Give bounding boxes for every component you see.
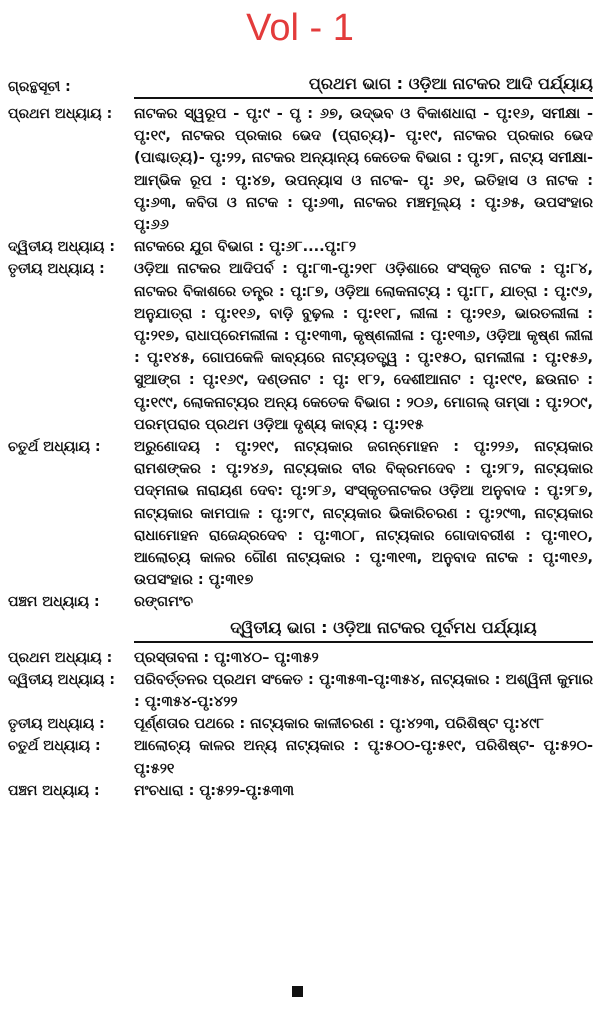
chapter-row bbox=[8, 713, 593, 735]
part2-title: ଦ୍ୱିତୀୟ ଭାଗ : ଓଡ଼ିଆ ନାଟକର ପୂର୍ବମଧ ପର୍ଯ୍ୟାୟ bbox=[134, 616, 593, 643]
chapter-row bbox=[8, 103, 593, 236]
part1-title: ପ୍ରଥମ ଭାଗ : ଓଡ଼ିଆ ନାଟକର ଆଦି ପର୍ଯ୍ୟାୟ bbox=[134, 72, 593, 99]
chapter-row bbox=[8, 436, 593, 591]
chapter-label: ପ୍ରଥମ ଅଧ୍ୟାୟ : bbox=[8, 649, 113, 666]
chapter-row bbox=[8, 236, 593, 258]
chapter-row bbox=[8, 780, 593, 802]
part1-header bbox=[8, 72, 593, 99]
chapter-contents: ପ୍ରସ୍ତାବନା : ପୃ:୩୪୦– ପୃ:୩୫୨ bbox=[134, 649, 319, 666]
chapter-label: ଦ୍ୱିତୀୟ ଅଧ୍ୟାୟ : bbox=[8, 239, 115, 256]
chapter-contents: ନାଟକରେ ଯୁଗ ବିଭାଗ : ପୃ:୬୮....ପୃ:୮୨ bbox=[134, 239, 357, 256]
table-of-contents bbox=[8, 70, 593, 802]
chapter-contents: ଓଡ଼ିଆ ନାଟକର ଆଦିପର୍ବ : ପୃ:୮୩-ପୃ:୨୧୮ ଓଡ଼ିଶାରେ ସଂସ୍କୃତ ନାଟକ : ପୃ:୮୪, ନାଟକର ବିକାଶରେ ତନ୍ତ୍ର : ପୃ:୮୭, ଓଡ଼ିଆ ଲୋକନାଟ୍ୟ : ପୃ:୮୮, ଯାତ୍ରା : ପୃ:୯୬, ଅନୁଯାତ୍ରା : ପୃ:୧୧୬, ବାଡ଼ି ବୁଢ଼ଲ : ପୃ:୧୧୮, ଲୀଳା : ପୃ:୨୧୬, ଭାରତଲୀଳା : ପୃ:୨୧୭, ରାଧାପ୍ରେମଲୀଳା : ପୃ:୧୩୩, କୃଷ୍ଣଲୀଳା : ପୃ:୧୩୬, ଓଡ଼ିଆ କୃଷ୍ଣ ଲୀଳା : ପୃ:୧୪୫, ଗୋପକେଳି କାବ୍ୟରେ ନାଟ୍ୟତତ୍ତ୍ୱ : ପୃ:୧୫୦, ରାମଲୀଳା : ପୃ:୧୫୬, ସୁଆଙ୍ଗ : ପୃ:୧୬୯, ଦଣ୍ଡନାଟ : ପୃ: ୧୮୨, ଦେଶୀଆନାଟ : ପୃ:୧୯୧, ଛଉନାଚ : ପୃ:୧୯୯, ଲୋକନାଟ୍ୟର ଅନ୍ୟ କେତେକ ବିଭାଗ : ୨୦୬, ମୋଗଲ୍ ତାମ୍‌ସା : ପୃ:୨୦୯, ପରମ୍ପରାର ପ୍ରଥମ ଓଡ଼ିଆ ଦୃଶ୍ୟ କାବ୍ୟ : ପୃ:୨୧୫ bbox=[134, 261, 593, 433]
chapter-label: ତୃତୀୟ ଅଧ୍ୟାୟ : bbox=[8, 716, 105, 733]
chapter-label: ପଞ୍ଚମ ଅଧ୍ୟାୟ : bbox=[8, 594, 100, 611]
chapter-label: ଚତୁର୍ଥ ଅଧ୍ୟାୟ : bbox=[8, 439, 101, 456]
chapter-label: ପ୍ରଥମ ଅଧ୍ୟାୟ : bbox=[8, 106, 113, 122]
chapter-row bbox=[8, 591, 593, 613]
chapter-label: ପଞ୍ଚମ ଅଧ୍ୟାୟ : bbox=[8, 782, 100, 799]
end-square-mark bbox=[292, 986, 303, 997]
chapter-contents: ଆଲୋଚ୍ୟ କାଳର ଅନ୍ୟ ନାଟ୍ୟକାର : ପୃ:୫୦୦-ପୃ:୫୧୯, ପରିଶିଷ୍ଟ- ପୃ:୫୨୦-ପୃ:୫୨୧ bbox=[134, 738, 593, 777]
chapter-contents: ପରିବର୍ତ୍ତନର ପ୍ରଥମ ସଂକେତ : ପୃ:୩୫୩-ପୃ:୩୫୪, ନାଟ୍ୟକାର : ଅଶ୍ୱିନୀ କୁମାର : ପୃ:୩୫୪-ପୃ:୪୨୨ bbox=[134, 671, 593, 711]
chapter-row bbox=[8, 669, 593, 713]
volume-title: Vol - 1 bbox=[246, 7, 354, 49]
chapter-label: ଦ୍ୱିତୀୟ ଅଧ୍ୟାୟ : bbox=[8, 671, 115, 688]
part2-header bbox=[8, 616, 593, 643]
chapter-label: ଚତୁର୍ଥ ଅଧ୍ୟାୟ : bbox=[8, 738, 101, 755]
chapter-row bbox=[8, 735, 593, 779]
chapter-contents: ନାଟକର ସ୍ୱରୂପ - ପୃ:୯ - ପୃ : ୬୭, ଉଦ୍‌ଭବ ଓ ବିକାଶଧାରା - ପୃ:୧୬, ସମୀକ୍ଷା - ପୃ:୧୯, ନାଟକର ପ୍ରକାର ଭେଦ (ପ୍ରାଚ୍ୟ)- ପୃ:୧୯, ନାଟକର ପ୍ରକାର ଭେଦ (ପାଶ୍ଚାତ୍ୟ)- ପୃ:୨୨, ନାଟକର ଅନ୍ୟାନ୍ୟ କେତେକ ବିଭାଗ : ପୃ:୨୮, ନାଟ୍ୟ ସମୀକ୍ଷା- ଆମ୍ଭିକ ରୂପ : ପୃ:୪୭, ଉପନ୍ୟାସ ଓ ନାଟକ- ପୃ: ୬୧, ଇତିହାସ ଓ ନାଟକ : ପୃ:୬୩, କବିତା ଓ ନାଟକ : ପୃ:୬୩, ନାଟକର ମଞ୍ଚମୂଲ୍ୟ : ପୃ:୬୫, ଉପସଂହାର ପୃ:୬୬ bbox=[134, 106, 593, 234]
chapter-label: ତୃତୀୟ ଅଧ୍ୟାୟ : bbox=[8, 261, 105, 278]
chapter-row bbox=[8, 647, 593, 669]
chapter-row bbox=[8, 258, 593, 436]
toc-heading: ଗ୍ରନ୍ଥସୂଚୀ : bbox=[8, 79, 71, 95]
chapter-contents: ରଙ୍ଗମଂଚ bbox=[134, 594, 194, 611]
chapter-contents: ଅରୁଣୋଦୟ : ପୃ:୨୧୯, ନାଟ୍ୟକାର ଜଗନ୍ମୋହନ : ପୃ:୨୨୬, ନାଟ୍ୟକାର ରାମଶଙ୍କର : ପୃ:୨୪୬, ନାଟ୍ୟକାର ବୀର ବିକ୍ରମଦେବ : ପୃ:୨୮୨, ନାଟ୍ୟକାର ପଦ୍ମନାଭ ନାରାୟଣ ଦେବ: ପୃ:୨୮୬, ସଂସ୍କୃତନାଟକର ଓଡ଼ିଆ ଅନୁବାଦ : ପୃ:୨୮୭, ନାଟ୍ୟକାର କାମପାଳ : ପୃ:୨୮୯, ନାଟ୍ୟକାର ଭିକାରିଚରଣ : ପୃ:୨୯୩, ନାଟ୍ୟକାର ରାଧାମୋହନ ରାଜେନ୍ଦ୍ରଦେବ : ପୃ:୩୦୮, ନାଟ୍ୟକାର ଗୋଦାବରୀଶ : ପୃ:୩୧୦, ଆଲୋଚ୍ୟ କାଳର ଗୌଣ ନାଟ୍ୟକାର : ପୃ:୩୧୩, ଅନୁବାଦ ନାଟକ : ପୃ:୩୧୬, ଉପସଂହାର : ପୃ:୩୧୭ bbox=[134, 439, 593, 589]
chapter-contents: ପୂର୍ଣ୍ଣତାର ପଥରେ : ନାଟ୍ୟକାର କାଳୀଚରଣ : ପୃ:୪୨୩, ପରିଶିଷ୍ଟ ପୃ:୪୯୮ bbox=[134, 716, 544, 733]
chapter-contents: ମଂଚଧାରା : ପୃ:୫୨୨-ପୃ:୫୩୩ bbox=[134, 782, 295, 799]
